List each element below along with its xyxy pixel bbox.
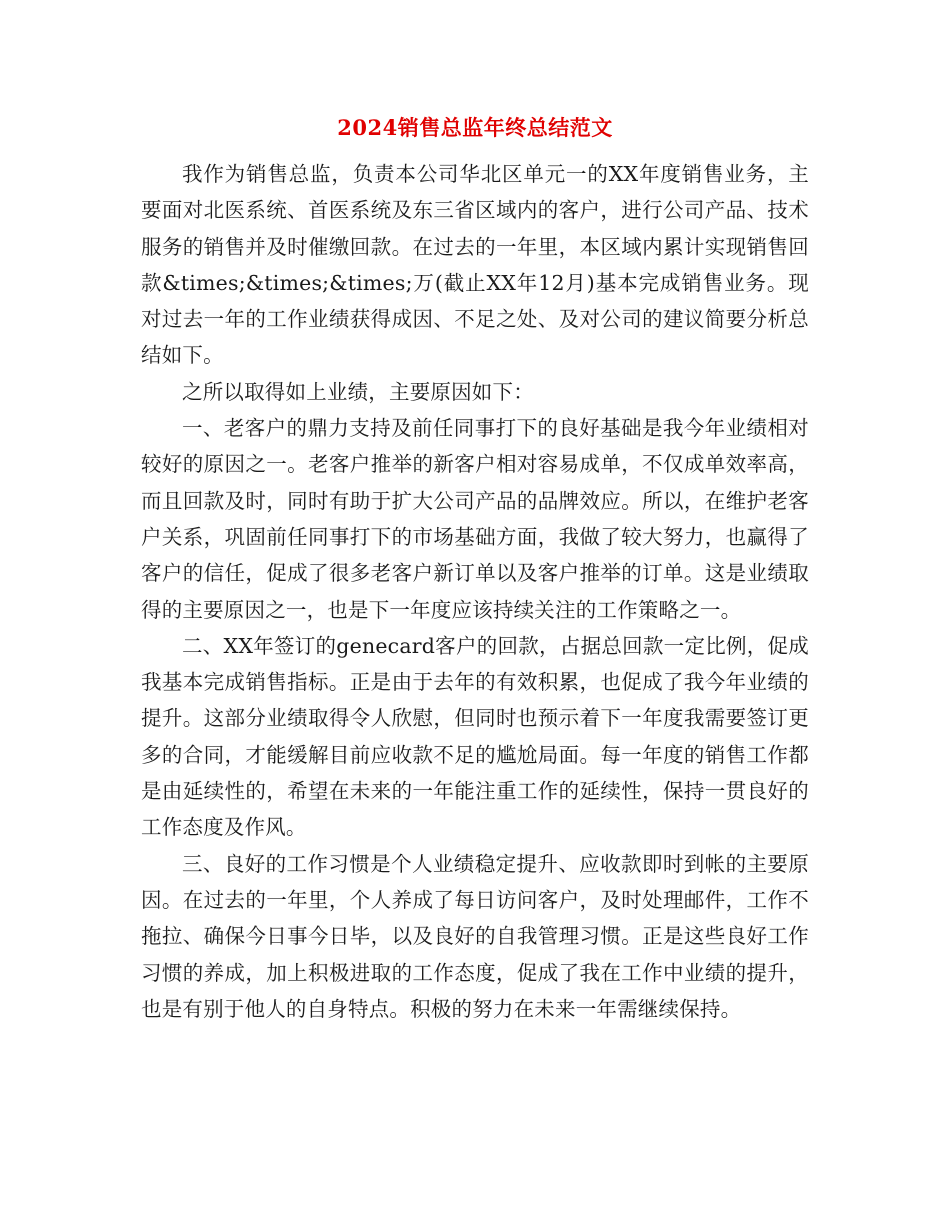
paragraph-reason-two: 二、XX年签订的genecard客户的回款，占据总回款一定比例，促成我基本完成销售指标。正是由于去年的有效积累，也促成了我今年业绩的提升。这部分业绩取得令人欣慰，但同时也预示着下一年度我需要签订更多的合同，才能缓解目前应收款不足的尴尬局面。每一年度的销售工作都是由延续性的，希望在未来的一年能注重工作的延续性，保持一贯良好的工作态度及作风。: [141, 633, 809, 840]
document-title: 2024销售总监年终总结范文: [337, 115, 613, 140]
paragraph-reasons-lead: 之所以取得如上业绩，主要原因如下：: [182, 379, 534, 404]
document-body: [141, 156, 809, 1027]
paragraph-reason-three: 三、良好的工作习惯是个人业绩稳定提升、应收款即时到帐的主要原因。在过去的一年里，个人养成了每日访问客户，及时处理邮件，工作不拖拉、确保今日事今日毕，以及良好的自我管理习惯。正是这些良好工作习惯的养成，加上积极进取的工作态度，促成了我在工作中业绩的提升，也是有别于他人的自身特点。积极的努力在未来一年需继续保持。: [141, 851, 809, 1021]
paragraph-intro: 我作为销售总监，负责本公司华北区单元一的XX年度销售业务，主要面对北医系统、首医系统及东三省区域内的客户，进行公司产品、技术服务的销售并及时催缴回款。在过去的一年里，本区域内累计实现销售回款&times;&times;&times;万(截止XX年12月)基本完成销售业务。现对过去一年的工作业绩获得成因、不足之处、及对公司的建议简要分析总结如下。: [141, 162, 809, 368]
paragraph-reason-one: 一、老客户的鼎力支持及前任同事打下的良好基础是我今年业绩相对较好的原因之一。老客户推举的新客户相对容易成单，不仅成单效率高，而且回款及时，同时有助于扩大公司产品的品牌效应。所以，在维护老客户关系，巩固前任同事打下的市场基础方面，我做了较大努力，也赢得了客户的信任，促成了很多老客户新订单以及客户推举的订单。这是业绩取得的主要原因之一，也是下一年度应该持续关注的工作策略之一。: [141, 416, 809, 622]
